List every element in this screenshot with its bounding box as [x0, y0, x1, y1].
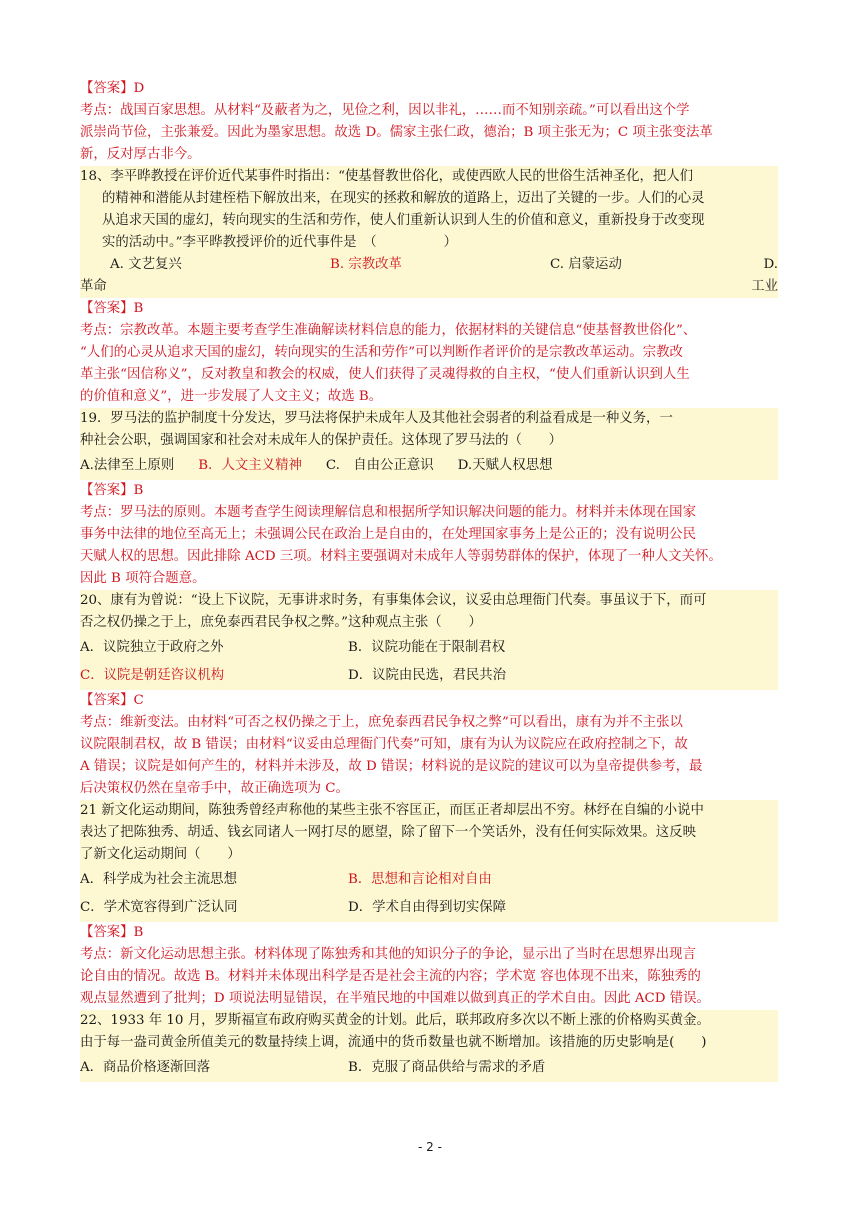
q22-options-row1: [80, 1054, 778, 1082]
analysis-line: 因此 B 项符合题意。: [80, 571, 206, 586]
question-stem-line: 22、1933 年 10 月，罗斯福宣布政府购买黄金的计划。此后，联邦政府多次以不断上涨的价格购买黄金。: [80, 1013, 710, 1028]
question-21: [80, 800, 778, 922]
analysis-line: 考点：新文化运动思想主张。材料体现了陈独秀和其他的知识分子的争论，显示出了当时在思想界出现言: [80, 947, 696, 962]
page-number: - 2 -: [418, 1140, 442, 1154]
option-a: A．议院独立于政府之外: [80, 640, 224, 655]
document-page: [80, 78, 778, 1082]
question-18: [80, 166, 778, 298]
q19-analysis: [80, 502, 778, 590]
analysis-line: 观点显然遭到了批判；D 项说法明显错误，在半殖民地的中国难以做到真正的学术自由。因此 ACD 错误。: [80, 991, 710, 1006]
q21-options-row2: [80, 894, 778, 922]
analysis-line: “人们的心灵从追求天国的虚幻，转向现实的生活和劳作”可以判断作者评价的是宗教改革运动。宗教改: [80, 345, 683, 360]
q21-analysis: [80, 944, 778, 1010]
option-a: A．商品价格逐渐回落: [80, 1060, 211, 1075]
q21-options-row1: [80, 866, 778, 894]
question-stem-line: 表达了把陈独秀、胡适、钱玄同诸人一网打尽的愿望，除了留下一个笑话外，没有任何实际效果。这反映: [80, 825, 696, 840]
question-stem-line: 否之权仍操之于上，庶免泰西君民争权之弊。”这种观点主张（ ）: [80, 615, 482, 630]
q19-answer: 【答案】B: [80, 483, 144, 498]
question-stem-line: 了新文化运动期间（ ）: [80, 847, 241, 862]
q20-analysis: [80, 712, 778, 800]
option-d: D. 工业: [751, 257, 778, 294]
option-d: D.天赋人权思想: [457, 458, 553, 473]
q20-options-row1: [80, 634, 778, 662]
analysis-line: 事务中法律的地位至高无上；未强调公民在政治上是自由的，在处理国家事务上是公正的；没有说明公民: [80, 527, 696, 542]
option-c: C. 启蒙运动: [550, 257, 622, 272]
analysis-line: 新，反对厚古非今。: [80, 147, 201, 162]
analysis-line: 考点：战国百家思想。从材料“及蔽者为之，见俭之利，因以非礼，……而不知别亲疏。”可以看出这个学: [80, 103, 690, 118]
q18-answer: 【答案】B: [80, 301, 144, 316]
question-stem-line: 18、李平晔教授在评价近代某事件时指出：“使基督教世俗化，或使西欧人民的世俗生活神圣化，把人们: [80, 169, 694, 184]
question-19: [80, 408, 778, 480]
question-stem-line: 21 新文化运动期间，陈独秀曾经声称他的某些主张不容匡正，而匡正者却层出不穷。林纾在自编的小说中: [80, 803, 704, 818]
q19-options: [80, 452, 778, 480]
question-stem-line: 的精神和潜能从封建桎梏下解放出来，在现实的拯救和解放的道路上，迈出了关键的一步。人们的心灵: [102, 191, 705, 206]
option-a: A．科学成为社会主流思想: [80, 872, 237, 887]
analysis-line: 天赋人权的思想。因此排除 ACD 三项。材料主要强调对未成年人等弱势群体的保护，体现了一种人文关怀。: [80, 549, 722, 564]
option-c: C．议院是朝廷咨议机构: [80, 668, 225, 683]
q21-answer: 【答案】B: [80, 925, 144, 940]
option-a: A. 文艺复兴: [110, 257, 182, 272]
option-a: A.法律至上原则: [80, 458, 175, 473]
option-c: C．学术宽容得到广泛认同: [80, 900, 238, 915]
analysis-line: 的价值和意义”，进一步发展了人文主义；故选 B。: [80, 389, 383, 404]
option-b: B．克服了商品供给与需求的矛盾: [348, 1060, 546, 1075]
option-b: B．人文主义精神: [198, 458, 302, 473]
question-stem-line: 实的活动中。”李平晔教授评价的近代事件是 （ ）: [102, 235, 457, 250]
option-d: D．议院由民选，君民共治: [348, 668, 507, 683]
analysis-line: 革主张“因信称义”，反对教皇和教会的权威，使人们获得了灵魂得救的自主权，“使人们重新认识到人生: [80, 367, 690, 382]
analysis-line: 考点：维新变法。由材料“可否之权仍操之于上，庶免泰西君民争权之弊”可以看出，康有为并不主张以: [80, 715, 683, 730]
analysis-line: 派崇尚节俭，主张兼爱。因此为墨家思想。故选 D。儒家主张仁政，德治；B 项主张无为；C 项主张变法革: [80, 125, 713, 140]
analysis-line: 考点：罗马法的原则。本题考查学生阅读理解信息和根据所学知识解决问题的能力。材料并未体现在国家: [80, 505, 696, 520]
question-22: [80, 1010, 778, 1082]
q18-analysis: [80, 320, 778, 408]
analysis-line: 论自由的情况。故选 B。材料并未体现出科学是否是社会主流的内容；学术宽 容也体现不出来，陈独秀的: [80, 969, 701, 984]
question-stem-line: 19．罗马法的监护制度十分发达，罗马法将保护未成年人及其他社会弱者的利益看成是一种义务，一: [80, 411, 673, 426]
analysis-line: 后决策权仍然在皇帝手中，故正确选项为 C。: [80, 781, 349, 796]
q20-options-row2: [80, 662, 778, 690]
option-b: B．思想和言论相对自由: [348, 872, 492, 887]
question-stem-line: 由于每一盎司黄金所值美元的数量持续上调，流通中的货币数量也就不断增加。该措施的历史影响是( ): [80, 1035, 707, 1050]
option-b: B. 宗教改革: [330, 257, 402, 272]
question-20: [80, 590, 778, 690]
option-c: C. 自由公正意识: [325, 458, 434, 473]
question-stem-line: 20、康有为曾说：“设上下议院，无事讲求时务，有事集体会议，议妥由总理衙门代奏。事虽议于下，而可: [80, 593, 707, 608]
option-b: B．议院功能在于限制君权: [348, 640, 506, 655]
option-d-wrap: 革命: [80, 279, 107, 294]
q17-answer: 【答案】D: [80, 81, 145, 96]
option-d: D．学术自由得到切实保障: [348, 900, 507, 915]
q17-analysis: [80, 100, 778, 166]
question-stem-line: 从追求天国的虚幻，转向现实的生活和劳作，使人们重新认识到人生的价值和意义，重新投身于改变现: [102, 213, 705, 228]
analysis-line: A 错误；议院是如何产生的，材料并未涉及，故 D 错误；材料说的是议院的建议可以为皇帝提供参考，最: [80, 759, 703, 774]
q20-answer: 【答案】C: [80, 693, 144, 708]
analysis-line: 考点：宗教改革。本题主要考查学生准确解读材料信息的能力，依据材料的关键信息“使基督教世俗化”、: [80, 323, 697, 338]
question-stem-line: 种社会公职，强调国家和社会对未成年人的保护责任。这体现了罗马法的（ ）: [80, 433, 563, 448]
analysis-line: 议院限制君权，故 B 错误；由材料“议妥由总理衙门代奏”可知，康有为认为议院应在政府控制之下，故: [80, 737, 688, 752]
